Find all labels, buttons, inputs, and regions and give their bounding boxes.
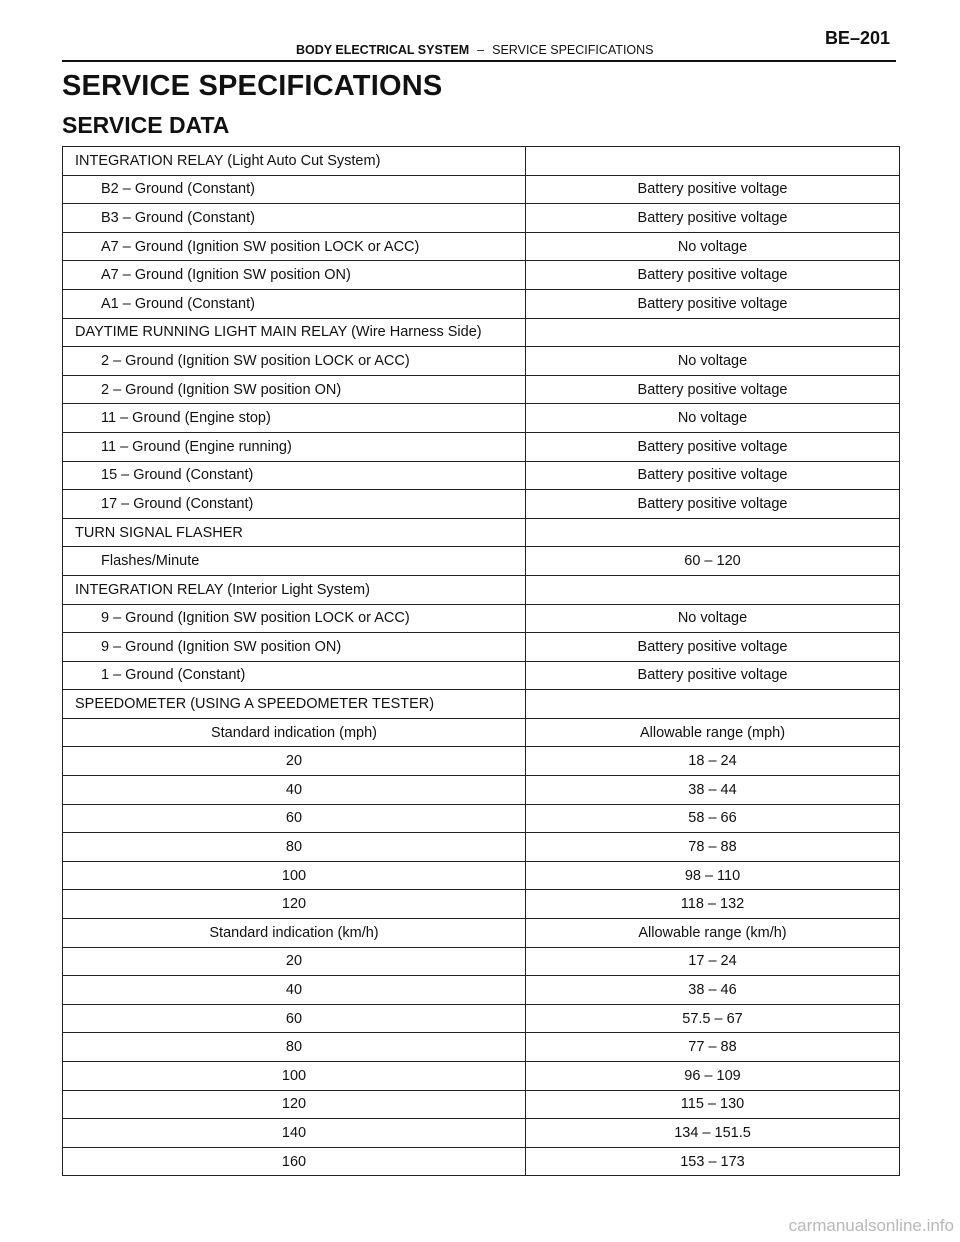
section-name: BODY ELECTRICAL SYSTEM bbox=[296, 43, 470, 57]
value-cell: Battery positive voltage bbox=[526, 633, 900, 662]
parameter-cell: 40 bbox=[63, 976, 526, 1005]
table-row bbox=[63, 1090, 900, 1119]
value-cell: No voltage bbox=[526, 347, 900, 376]
value-cell: 60 – 120 bbox=[526, 547, 900, 576]
parameter-cell: 100 bbox=[63, 861, 526, 890]
parameter-cell: 20 bbox=[63, 947, 526, 976]
service-data-table-body bbox=[63, 147, 900, 1176]
value-cell: 58 – 66 bbox=[526, 804, 900, 833]
page-header bbox=[62, 28, 896, 62]
value-cell: Battery positive voltage bbox=[526, 661, 900, 690]
parameter-cell: Flashes/Minute bbox=[63, 547, 526, 576]
service-data-table bbox=[62, 146, 900, 1176]
parameter-cell: 11 – Ground (Engine running) bbox=[63, 432, 526, 461]
value-cell: 98 – 110 bbox=[526, 861, 900, 890]
value-cell bbox=[526, 147, 900, 176]
parameter-cell: 11 – Ground (Engine stop) bbox=[63, 404, 526, 433]
value-cell: Battery positive voltage bbox=[526, 432, 900, 461]
table-row bbox=[63, 347, 900, 376]
table-row bbox=[63, 1147, 900, 1176]
header-separator: – bbox=[477, 43, 485, 57]
value-cell: 153 – 173 bbox=[526, 1147, 900, 1176]
page-subtitle: SERVICE DATA bbox=[62, 112, 230, 138]
table-row bbox=[63, 175, 900, 204]
value-cell: No voltage bbox=[526, 404, 900, 433]
value-cell: Allowable range (km/h) bbox=[526, 919, 900, 948]
parameter-cell: 15 – Ground (Constant) bbox=[63, 461, 526, 490]
parameter-cell: 80 bbox=[63, 833, 526, 862]
value-cell bbox=[526, 518, 900, 547]
table-row bbox=[63, 776, 900, 805]
parameter-cell: A1 – Ground (Constant) bbox=[63, 289, 526, 318]
table-row bbox=[63, 404, 900, 433]
table-row bbox=[63, 833, 900, 862]
table-row bbox=[63, 432, 900, 461]
value-cell: 96 – 109 bbox=[526, 1062, 900, 1091]
parameter-cell: A7 – Ground (Ignition SW position LOCK or ACC) bbox=[63, 232, 526, 261]
table-row bbox=[63, 976, 900, 1005]
value-cell: Battery positive voltage bbox=[526, 204, 900, 233]
running-header bbox=[296, 43, 654, 57]
section-heading-cell: SPEEDOMETER (USING A SPEEDOMETER TESTER) bbox=[63, 690, 526, 719]
value-cell: 134 – 151.5 bbox=[526, 1119, 900, 1148]
section-heading-cell: INTEGRATION RELAY (Light Auto Cut System) bbox=[63, 147, 526, 176]
table-row bbox=[63, 232, 900, 261]
value-cell bbox=[526, 575, 900, 604]
parameter-cell: 1 – Ground (Constant) bbox=[63, 661, 526, 690]
parameter-cell: 160 bbox=[63, 1147, 526, 1176]
table-row bbox=[63, 1033, 900, 1062]
value-cell: Battery positive voltage bbox=[526, 461, 900, 490]
value-cell: Battery positive voltage bbox=[526, 375, 900, 404]
table-row bbox=[63, 947, 900, 976]
table-row bbox=[63, 490, 900, 519]
table-row bbox=[63, 147, 900, 176]
parameter-cell: B2 – Ground (Constant) bbox=[63, 175, 526, 204]
table-row bbox=[63, 804, 900, 833]
table-row bbox=[63, 461, 900, 490]
watermark: carmanualsonline.info bbox=[788, 1216, 954, 1235]
table-row bbox=[63, 1062, 900, 1091]
table-row bbox=[63, 204, 900, 233]
page-number: BE–201 bbox=[824, 28, 890, 48]
table-row bbox=[63, 604, 900, 633]
value-cell: 38 – 44 bbox=[526, 776, 900, 805]
table-row bbox=[63, 661, 900, 690]
value-cell bbox=[526, 318, 900, 347]
parameter-cell: 17 – Ground (Constant) bbox=[63, 490, 526, 519]
table-row bbox=[63, 718, 900, 747]
parameter-cell: 120 bbox=[63, 1090, 526, 1119]
parameter-cell: Standard indication (mph) bbox=[63, 718, 526, 747]
value-cell bbox=[526, 690, 900, 719]
page-title: SERVICE SPECIFICATIONS bbox=[62, 70, 443, 102]
table-row bbox=[63, 633, 900, 662]
parameter-cell: B3 – Ground (Constant) bbox=[63, 204, 526, 233]
table-row bbox=[63, 690, 900, 719]
value-cell: 115 – 130 bbox=[526, 1090, 900, 1119]
value-cell: 17 – 24 bbox=[526, 947, 900, 976]
table-row bbox=[63, 919, 900, 948]
section-heading-cell: DAYTIME RUNNING LIGHT MAIN RELAY (Wire Harness Side) bbox=[63, 318, 526, 347]
parameter-cell: 2 – Ground (Ignition SW position LOCK or ACC) bbox=[63, 347, 526, 376]
table-row bbox=[63, 547, 900, 576]
parameter-cell: 80 bbox=[63, 1033, 526, 1062]
value-cell: Battery positive voltage bbox=[526, 490, 900, 519]
value-cell: No voltage bbox=[526, 604, 900, 633]
value-cell: 18 – 24 bbox=[526, 747, 900, 776]
value-cell: 118 – 132 bbox=[526, 890, 900, 919]
value-cell: No voltage bbox=[526, 232, 900, 261]
value-cell: Battery positive voltage bbox=[526, 261, 900, 290]
section-heading-cell: INTEGRATION RELAY (Interior Light System) bbox=[63, 575, 526, 604]
table-row bbox=[63, 575, 900, 604]
subsection-name: SERVICE SPECIFICATIONS bbox=[492, 43, 654, 57]
value-cell: 38 – 46 bbox=[526, 976, 900, 1005]
section-heading-cell: TURN SIGNAL FLASHER bbox=[63, 518, 526, 547]
parameter-cell: 60 bbox=[63, 1004, 526, 1033]
value-cell: 77 – 88 bbox=[526, 1033, 900, 1062]
parameter-cell: 100 bbox=[63, 1062, 526, 1091]
parameter-cell: 120 bbox=[63, 890, 526, 919]
parameter-cell: 140 bbox=[63, 1119, 526, 1148]
parameter-cell: 60 bbox=[63, 804, 526, 833]
table-row bbox=[63, 375, 900, 404]
parameter-cell: 20 bbox=[63, 747, 526, 776]
table-row bbox=[63, 261, 900, 290]
parameter-cell: 9 – Ground (Ignition SW position LOCK or ACC) bbox=[63, 604, 526, 633]
table-row bbox=[63, 1004, 900, 1033]
value-cell: Allowable range (mph) bbox=[526, 718, 900, 747]
value-cell: Battery positive voltage bbox=[526, 289, 900, 318]
table-row bbox=[63, 1119, 900, 1148]
parameter-cell: 2 – Ground (Ignition SW position ON) bbox=[63, 375, 526, 404]
parameter-cell: 9 – Ground (Ignition SW position ON) bbox=[63, 633, 526, 662]
value-cell: Battery positive voltage bbox=[526, 175, 900, 204]
table-row bbox=[63, 289, 900, 318]
value-cell: 57.5 – 67 bbox=[526, 1004, 900, 1033]
parameter-cell: Standard indication (km/h) bbox=[63, 919, 526, 948]
table-row bbox=[63, 890, 900, 919]
table-row bbox=[63, 747, 900, 776]
parameter-cell: A7 – Ground (Ignition SW position ON) bbox=[63, 261, 526, 290]
value-cell: 78 – 88 bbox=[526, 833, 900, 862]
table-row bbox=[63, 318, 900, 347]
table-row bbox=[63, 861, 900, 890]
table-row bbox=[63, 518, 900, 547]
parameter-cell: 40 bbox=[63, 776, 526, 805]
